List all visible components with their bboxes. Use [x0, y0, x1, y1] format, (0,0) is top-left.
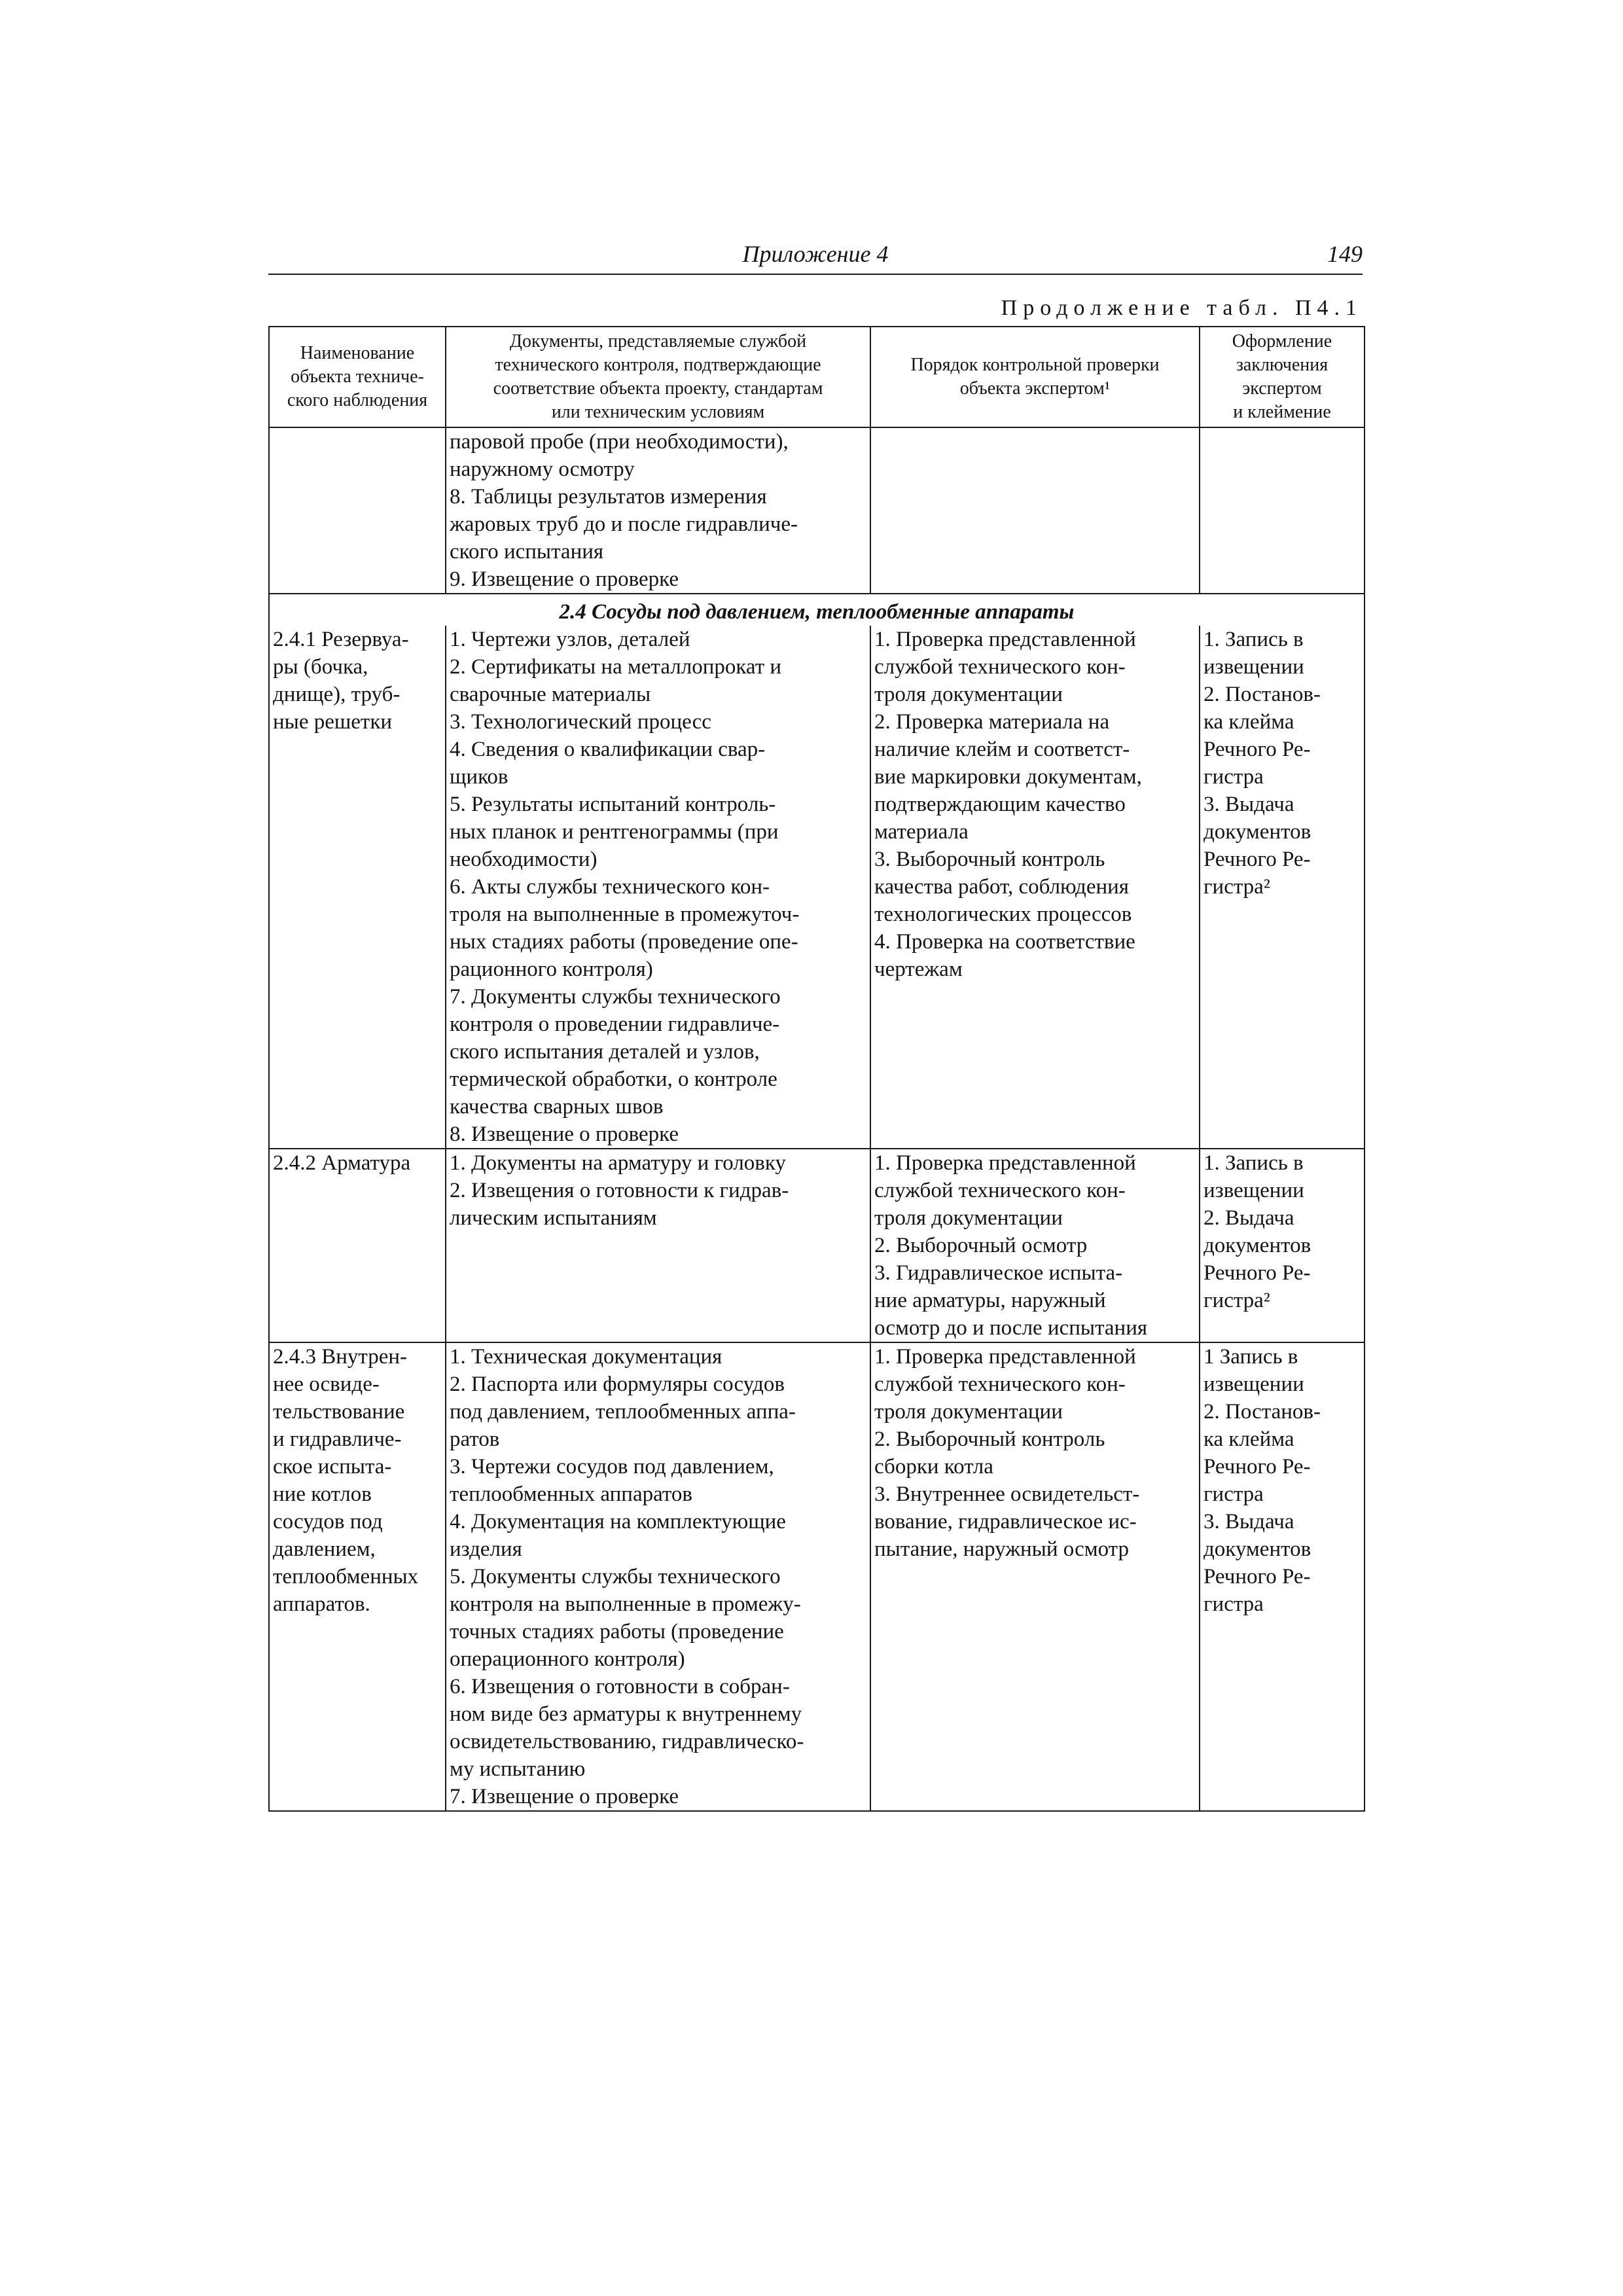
text-line: гистра: [1204, 1592, 1264, 1616]
text-line: вие маркировки документам,: [874, 765, 1142, 789]
text-line: ние котлов: [273, 1482, 372, 1506]
text-line: ское испыта-: [273, 1455, 392, 1479]
cell-object: [269, 626, 446, 1149]
table-row: [269, 1149, 1364, 1342]
text-line: пытание, наружный осмотр: [874, 1537, 1129, 1561]
text-line: наличие клейм и соответст-: [874, 738, 1130, 761]
text-line: 1. Проверка представленной: [874, 628, 1136, 651]
text-line: 2.4.1 Резервуа-: [273, 628, 409, 651]
text-line: Документы, представляемые службой: [509, 331, 807, 351]
text-line: жаровых труб до и после гидравличе-: [450, 512, 798, 536]
text-line: 1. Документы на арматуру и головку: [450, 1151, 786, 1175]
text-line: 2.4.3 Внутрен-: [273, 1345, 408, 1369]
text-line: 7. Извещение о проверке: [450, 1785, 679, 1808]
cell-conclusion: [1200, 626, 1364, 1149]
text-line: технического контроля, подтверждающие: [495, 355, 821, 375]
text-line: материала: [874, 820, 969, 844]
text-line: службой технического кон-: [874, 1179, 1126, 1202]
text-line: нее освиде-: [273, 1372, 380, 1396]
cell-conclusion: [1200, 427, 1364, 594]
text-line: точных стадиях работы (проведение: [450, 1620, 784, 1643]
text-line: изделия: [450, 1537, 522, 1561]
text-line: гистра²: [1204, 1289, 1270, 1312]
text-line: 5. Результаты испытаний контроль-: [450, 793, 776, 816]
text-line: качества сварных швов: [450, 1095, 664, 1119]
text-line: 5. Документы службы технического: [450, 1565, 781, 1588]
text-line: тельствование: [273, 1400, 405, 1424]
table-continuation-caption: Продолжение табл. П4.1: [1001, 296, 1363, 320]
text-line: 2. Выборочный контроль: [874, 1427, 1105, 1451]
text-line: 2. Постанов-: [1204, 1400, 1321, 1424]
text-line: освидетельствованию, гидравлическо-: [450, 1730, 804, 1753]
section-title: 2.4 Сосуды под давлением, теплообменные аппараты: [269, 594, 1364, 626]
text-line: ка клейма: [1204, 1427, 1294, 1451]
text-line: 2. Постанов-: [1204, 683, 1321, 706]
text-line: 1. Запись в: [1204, 628, 1304, 651]
text-line: 2. Извещения о готовности к гидрав-: [450, 1179, 789, 1202]
text-line: 8. Таблицы результатов измерения: [450, 485, 767, 509]
text-line: извещении: [1204, 1372, 1304, 1396]
text-line: службой технического кон-: [874, 1372, 1126, 1396]
text-line: технологических процессов: [874, 903, 1132, 926]
text-line: троля на выполненные в промежуточ-: [450, 903, 800, 926]
cell-conclusion: [1200, 1149, 1364, 1342]
text-line: ратов: [450, 1427, 500, 1451]
text-line: 6. Извещения о готовности в собран-: [450, 1675, 790, 1698]
column-header-object: [269, 327, 446, 427]
text-line: Порядок контрольной проверки: [910, 355, 1160, 375]
text-line: 3. Выдача: [1204, 793, 1294, 816]
table-row: [269, 626, 1364, 1149]
text-line: документов: [1204, 820, 1311, 844]
text-line: 1. Чертежи узлов, деталей: [450, 628, 690, 651]
text-line: 2. Сертификаты на металлопрокат и: [450, 655, 782, 679]
cell-documents: [446, 427, 870, 594]
text-line: 3. Гидравлическое испыта-: [874, 1261, 1123, 1285]
text-line: операционного контроля): [450, 1647, 685, 1671]
text-line: под давлением, теплообменных аппа-: [450, 1400, 796, 1424]
text-line: контроля на выполненные в промежу-: [450, 1592, 801, 1616]
text-line: или техническим условиям: [551, 402, 765, 422]
text-line: объекта экспертом¹: [959, 378, 1111, 399]
text-line: 3. Технологический процесс: [450, 710, 711, 734]
text-line: ние арматуры, наружный: [874, 1289, 1106, 1312]
text-line: гистра: [1204, 1482, 1264, 1506]
cell-object: [269, 427, 446, 594]
text-line: объекта техниче-: [291, 367, 424, 387]
text-line: ные решетки: [273, 710, 393, 734]
section-heading-row: [269, 594, 1364, 626]
text-line: давлением,: [273, 1537, 376, 1561]
text-line: 8. Извещение о проверке: [450, 1122, 679, 1146]
text-line: ка клейма: [1204, 710, 1294, 734]
text-line: Речного Ре-: [1204, 1261, 1311, 1285]
text-line: экспертом: [1242, 378, 1322, 399]
table-header-row: [269, 327, 1364, 427]
text-line: щиков: [450, 765, 508, 789]
text-line: и гидравличе-: [273, 1427, 402, 1451]
text-line: 2. Проверка материала на: [874, 710, 1110, 734]
text-line: осмотр до и после испытания: [874, 1316, 1148, 1340]
cell-object: [269, 1149, 446, 1342]
text-line: термической обработки, о контроле: [450, 1067, 777, 1091]
text-line: 1. Техническая документация: [450, 1345, 722, 1369]
text-line: рационного контроля): [450, 958, 653, 981]
text-line: сосудов под: [273, 1510, 383, 1534]
text-line: му испытанию: [450, 1757, 586, 1781]
text-line: Речного Ре-: [1204, 1565, 1311, 1588]
cell-verification: [870, 1149, 1200, 1342]
text-line: 4. Документация на комплектующие: [450, 1510, 786, 1534]
running-title: Приложение 4: [742, 241, 889, 267]
text-line: 1. Запись в: [1204, 1151, 1304, 1175]
text-line: 4. Сведения о квалификации свар-: [450, 738, 766, 761]
text-line: качества работ, соблюдения: [874, 875, 1129, 899]
text-line: 7. Документы службы технического: [450, 985, 781, 1009]
table-row-continued: [269, 427, 1364, 594]
text-line: ского наблюдения: [287, 390, 428, 410]
column-header-conclusion: [1200, 327, 1364, 427]
text-line: Речного Ре-: [1204, 848, 1311, 871]
cell-verification: [870, 1342, 1200, 1811]
text-line: необходимости): [450, 848, 597, 871]
text-line: ном виде без арматуры к внутреннему: [450, 1702, 802, 1726]
text-line: контроля о проведении гидравличе-: [450, 1013, 780, 1036]
inspection-table: [268, 326, 1365, 1812]
text-line: Речного Ре-: [1204, 1455, 1311, 1479]
text-line: 2. Выдача: [1204, 1206, 1294, 1230]
text-line: чертежам: [874, 958, 963, 981]
text-line: ных планок и рентгенограммы (при: [450, 820, 779, 844]
text-line: 6. Акты службы технического кон-: [450, 875, 770, 899]
text-line: 1. Проверка представленной: [874, 1345, 1136, 1369]
text-line: извещении: [1204, 655, 1304, 679]
text-line: 1 Запись в: [1204, 1345, 1298, 1369]
text-line: Речного Ре-: [1204, 738, 1311, 761]
text-line: извещении: [1204, 1179, 1304, 1202]
text-line: 3. Выдача: [1204, 1510, 1294, 1534]
text-line: лическим испытаниям: [450, 1206, 657, 1230]
cell-verification: [870, 427, 1200, 594]
column-header-verification: [870, 327, 1200, 427]
text-line: троля документации: [874, 1206, 1063, 1230]
text-line: 3. Внутреннее освидетельст-: [874, 1482, 1140, 1506]
text-line: 2. Выборочный осмотр: [874, 1234, 1088, 1257]
page-number: 149: [1327, 241, 1363, 267]
text-line: подтверждающим качество: [874, 793, 1126, 816]
cell-documents: [446, 1342, 870, 1811]
text-line: паровой пробе (при необходимости),: [450, 430, 789, 454]
text-line: днище), труб-: [273, 683, 401, 706]
text-line: соответствие объекта проекту, стандартам: [493, 378, 823, 399]
text-line: службой технического кон-: [874, 655, 1126, 679]
text-line: документов: [1204, 1537, 1311, 1561]
cell-verification: [870, 626, 1200, 1149]
cell-documents: [446, 626, 870, 1149]
text-line: теплообменных: [273, 1565, 419, 1588]
table-row: [269, 1342, 1364, 1811]
page-header: [268, 240, 1363, 274]
column-header-documents: [446, 327, 870, 427]
text-line: ры (бочка,: [273, 655, 368, 679]
text-line: сварочные материалы: [450, 683, 651, 706]
text-line: ского испытания: [450, 540, 604, 564]
cell-object: [269, 1342, 446, 1811]
text-line: 3. Выборочный контроль: [874, 848, 1105, 871]
text-line: 2. Паспорта или формуляры сосудов: [450, 1372, 785, 1396]
text-line: гистра: [1204, 765, 1264, 789]
text-line: троля документации: [874, 683, 1063, 706]
text-line: ского испытания деталей и узлов,: [450, 1040, 760, 1064]
text-line: аппаратов.: [273, 1592, 370, 1616]
cell-documents: [446, 1149, 870, 1342]
text-line: 1. Проверка представленной: [874, 1151, 1136, 1175]
text-line: 2.4.2 Арматура: [273, 1151, 411, 1175]
text-line: 3. Чертежи сосудов под давлением,: [450, 1455, 774, 1479]
text-line: гистра²: [1204, 875, 1270, 899]
header-rule: [268, 274, 1363, 275]
text-line: теплообменных аппаратов: [450, 1482, 692, 1506]
text-line: заключения: [1236, 355, 1329, 375]
text-line: Наименование: [300, 343, 415, 363]
text-line: троля документации: [874, 1400, 1063, 1424]
text-line: 4. Проверка на соответствие: [874, 930, 1135, 954]
text-line: и клеймение: [1233, 402, 1331, 422]
text-line: документов: [1204, 1234, 1311, 1257]
text-line: сборки котла: [874, 1455, 993, 1479]
cell-conclusion: [1200, 1342, 1364, 1811]
text-line: вование, гидравлическое ис-: [874, 1510, 1137, 1534]
text-line: ных стадиях работы (проведение опе-: [450, 930, 798, 954]
text-line: Оформление: [1232, 331, 1332, 351]
text-line: 9. Извещение о проверке: [450, 567, 679, 591]
text-line: наружному осмотру: [450, 457, 635, 481]
